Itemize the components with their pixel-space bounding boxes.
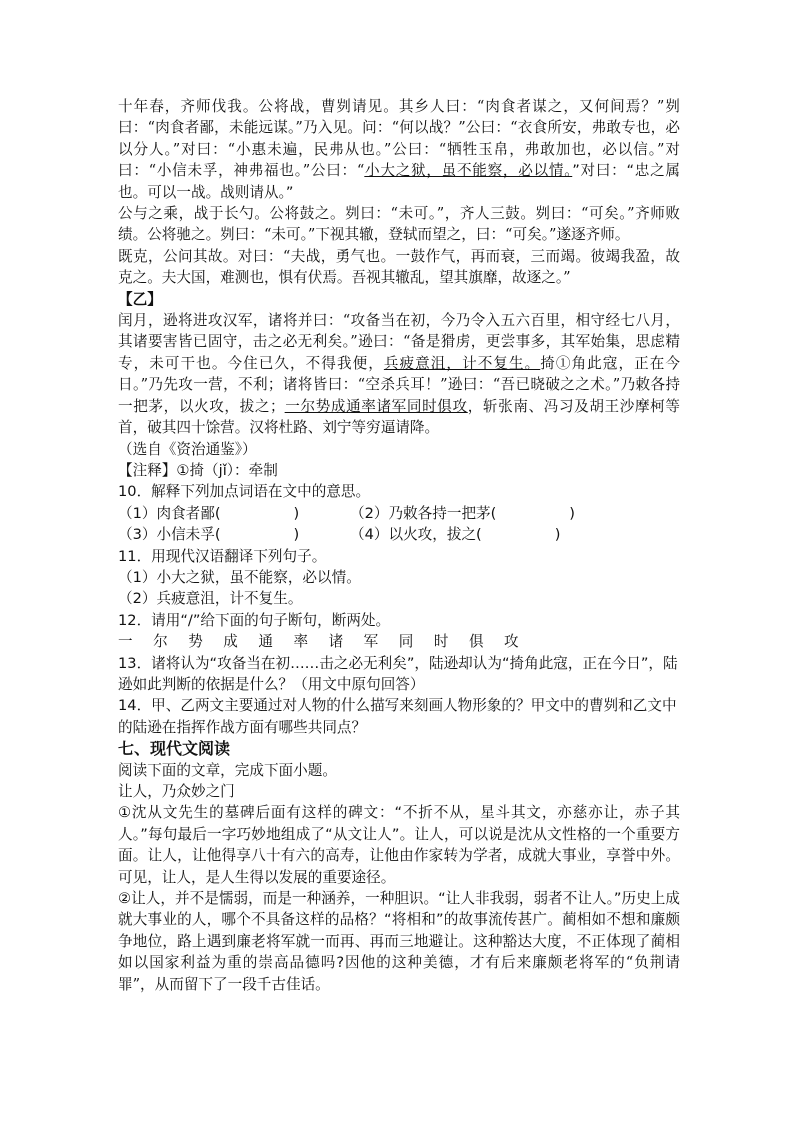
question-10-row-1 [118,503,680,524]
yi-text: 闰月，逊将进攻汉军，诸将并曰：“攻备当在初，今乃令入五六百里，相守经七八月，其诸要害皆已固守，击之必无利矣。”逊曰：“备是猾虏，更尝事多，其军始集，思虑精专，未可干也。今住已久，不得我便， [118,312,680,372]
yi-text: ，斩张南、冯习及胡王沙摩柯等首，破其四十馀营。汉将杜路、刘宁等穷逼请降。 [118,397,680,437]
question-10-item-1: （1）肉食者鄙( ) [118,504,300,522]
source-citation: （选自《资治通鉴》） [118,440,257,458]
question-14: 14．甲、乙两文主要通过对人物的什么描写来刻画人物形象的？甲文中的曹刿和乙文中的陆逊在指挥作战方面有哪些共同点？ [118,697,677,736]
question-10-item-3: （3）小信未孚( ) [118,526,300,544]
underlined-sentence: 兵疲意沮，计不复生。 [383,354,541,372]
underlined-sentence: 一尔势成通率诸军同时俱攻 [284,397,468,415]
article-paragraph-1: ①沈从文先生的墓碑后面有这样的碑文：“不折不从，星斗其文，亦慈亦让，赤子其人。”每句最后一字巧妙地组成了“从文让人”。让人，可以说是沈从文性格的一个重要方面。让人，让他得享八十有六的高寿，让他由作家转为学者，成就大事业，享誉中外。可见，让人，是人生得以发展的重要途径。 [118,804,680,886]
underlined-sentence: 小大之狱，虽不能察，必以情。 [364,162,573,180]
jia-paragraph-3: 既克，公问其故。对曰：“夫战，勇气也。一鼓作气，再而衰，三而竭。彼竭我盈，故克之。夫大国，难测也，惧有伏焉。吾视其辙乱，望其旗靡，故逐之。” [118,247,680,287]
article-paragraph-2 [118,888,680,995]
jia-paragraph-1 [118,96,680,203]
question-10-row-2 [118,524,680,545]
yi-label: 【乙】 [118,290,162,308]
article-text: ②让人，并不是懦弱，而是一种涵养，一种胆识。“让人非我弱，弱者不让人。”历史上成就大事业的人，哪个不具备这样的品格？“将相和”的故事流传甚广。蔺相如不想和廉颇争地位，路上遇到廉老将军就一而再、再而三地避让。这种豁达大度，不正体现了蔺相如以国家利益为重的崇高品德吗?因他的这种美德， [118,890,680,972]
yi-text: 掎①角此寇，正在今日。”乃先攻一营，不利；诸将皆曰：“空杀兵耳！”逊曰：“吾已晓破之之术。”乃敕各持一把茅，以火攻，拔之； [118,354,680,415]
document-page [118,96,680,995]
question-12: 12．请用“/”给下面的句子断句，断两处。 [118,611,391,629]
question-10-item-2: （2）乃敕各持一把茅( ) [350,504,575,522]
article-title: 让人，乃众妙之门 [118,783,235,800]
question-11: 11．用现代汉语翻译下列句子。 [118,547,327,565]
jia-text: 十年春，齐师伐我。公将战，曹刿请见。其乡人曰：“肉食者谋之，又何间焉？”刿曰：“肉食者鄙，未能远谋。”乃入见。问：“何以战？”公曰：“衣食所安，弗敢专也，必以分人。”对曰：“小惠未遍，民弗从也。”公曰：“牺牲玉帛，弗敢加也，必以信。”对曰：“小信未孚，神弗福也。”公曰：“ [118,98,680,180]
section-heading: 七、现代文阅读 [118,739,231,759]
section-intro: 阅读下面的文章，完成下面小题。 [118,761,337,779]
question-10: 10．解释下列加点词语在文中的意思。 [118,483,371,501]
article-text: 才有后来廉颇老将军的“负荆请罪”，从而留下了一段千古佳话。 [118,954,680,993]
jia-paragraph-2: 公与之乘，战于长勺。公将鼓之。刿曰：“未可。”，齐人三鼓。刿曰：“可矣。”齐师败绩。公将驰之。刿曰：“未可。”下视其辙，登轼而望之，曰：“可矣。”遂逐齐师。 [118,205,680,244]
question-12-sentence: 一尔势成通率诸军同时俱攻 [118,633,540,651]
annotation-note: 【注释】①掎（jǐ）：牵制 [118,461,278,479]
question-11-item-1: （1）小大之狱，虽不能察，必以情。 [118,568,361,586]
yi-paragraph [118,310,680,438]
question-11-item-2: （2）兵疲意沮，计不复生。 [118,590,303,608]
jia-text: ”对曰：“忠之属也。可以一战。战则请从。” [118,162,680,201]
question-13: 13．诸将认为“攻备当在初……击之必无利矣”，陆逊却认为“掎角此寇，正在今日”，陆逊如此判断的依据是什么？（用文中原句回答） [118,654,678,693]
question-10-item-4: （4）以火攻，拔之( ) [350,526,561,544]
